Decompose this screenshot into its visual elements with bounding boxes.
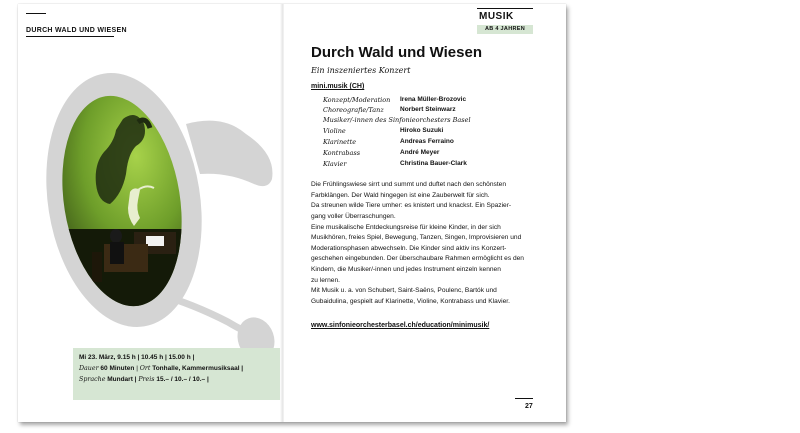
page-number-rule bbox=[515, 398, 533, 399]
category-label: MUSIK bbox=[479, 11, 514, 22]
description-line: Gubaidulina, gespielt auf Klarinette, Violine, Kontrabass und Klavier. bbox=[311, 298, 510, 305]
ensemble-name: mini.musik (CH) bbox=[311, 83, 365, 90]
website-link[interactable]: www.sinfonieorchesterbasel.ch/education/minimusik/ bbox=[311, 322, 490, 329]
description-line: Moderationsphasen abwechseln. Die Kinder sind aktiv ins Konzert- bbox=[311, 245, 507, 252]
age-badge: AB 4 JAHREN bbox=[477, 25, 533, 34]
page-title: Durch Wald und Wiesen bbox=[311, 44, 482, 61]
category-rule bbox=[477, 8, 533, 9]
brochure-spread bbox=[18, 4, 566, 422]
description-line: geschehen eingebunden. Der überschaubare Rahmen ermöglicht es den bbox=[311, 255, 524, 262]
description-line: Farbklängen. Der Wald hingegen ist eine Zauberwelt für sich. bbox=[311, 192, 490, 199]
description-line: gang voller Überraschungen. bbox=[311, 213, 396, 220]
event-language-price: Sprache Mundart | Preis 15.– / 10.– / 10.– | bbox=[79, 376, 209, 383]
running-header: DURCH WALD UND WIESEN bbox=[26, 27, 127, 34]
description-line: Da streunen wilde Tiere umher: es knistert und knackst. Ein Spazier- bbox=[311, 202, 512, 209]
event-info-box bbox=[73, 348, 282, 400]
description-line: Die Frühlingswiese sirrt und summt und duftet nach den schönsten bbox=[311, 181, 506, 188]
description-line: zu lernen. bbox=[311, 277, 340, 284]
description-line: Mit Musik u. a. von Schubert, Saint-Saëns, Poulenc, Bartók und bbox=[311, 287, 497, 294]
description-line: Eine musikalische Entdeckungsreise für kleine Kinder, in der sich bbox=[311, 224, 501, 231]
description-line: Musikhören, freies Spiel, Bewegung, Tanzen, Singen, Improvisieren und bbox=[311, 234, 522, 241]
page-number: 27 bbox=[525, 403, 533, 410]
page-subtitle: Ein inszeniertes Konzert bbox=[311, 66, 411, 75]
page-gutter bbox=[280, 4, 284, 422]
event-duration-location: Dauer 60 Minuten | Ort Tonhalle, Kammermusiksaal | bbox=[79, 365, 244, 372]
event-dates: Mi 23. März, 9.15 h | 10.45 h | 15.00 h | bbox=[79, 354, 195, 361]
description-line: Kindern, die Musiker/-innen und jedes Instrument einzeln kennen bbox=[311, 266, 501, 273]
